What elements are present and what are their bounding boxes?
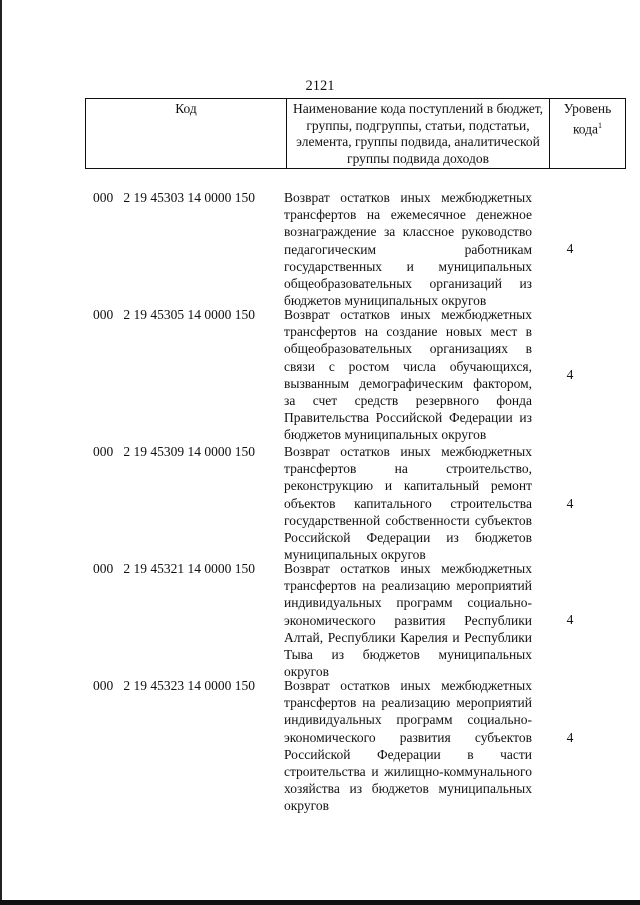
row-level: 4 bbox=[566, 496, 574, 511]
row-budget-code: 2 19 45321 14 0000 150 bbox=[123, 561, 255, 576]
code-rows bbox=[0, 189, 640, 814]
scan-edge-bottom bbox=[0, 900, 640, 905]
row-level: 4 bbox=[566, 241, 574, 256]
row-level: 4 bbox=[566, 730, 574, 745]
row-admin-code: 000 bbox=[93, 561, 114, 576]
row-code bbox=[93, 443, 255, 460]
header-level: Уровень кода bbox=[563, 101, 612, 137]
row-name: Возврат остатков иных межбюджетных трансфертов на создание новых мест в общеобразовательных организациях в связи с ростом числа обучающихся, вызванным демографическим фактором, за счет средств резервного фонда Правительства Российской Федерации из бюджетов муниципальных округов bbox=[284, 307, 532, 443]
row-name: Возврат остатков иных межбюджетных трансфертов на ежемесячное денежное вознаграждение за классное руководство педагогическим работникам государственных и муниципальных общеобразовательных организаций из бюджетов муниципальных округов bbox=[284, 190, 532, 309]
header-code-cell bbox=[86, 99, 287, 169]
table-row bbox=[0, 306, 640, 443]
table-row bbox=[0, 560, 640, 680]
row-code bbox=[93, 677, 255, 694]
header-name-cell bbox=[287, 99, 550, 169]
row-budget-code: 2 19 45303 14 0000 150 bbox=[123, 190, 255, 205]
row-level: 4 bbox=[566, 367, 574, 382]
row-code bbox=[93, 189, 255, 206]
row-code bbox=[93, 306, 255, 323]
header-level-cell bbox=[550, 99, 626, 169]
row-admin-code: 000 bbox=[93, 190, 114, 205]
row-budget-code: 2 19 45323 14 0000 150 bbox=[123, 678, 255, 693]
row-name: Возврат остатков иных межбюджетных трансфертов на реализацию мероприятий индивидуальных программ социально-экономического развития Республики Алтай, Республики Карелия и Республики Тыва из бюджетов муниципальных округов bbox=[284, 561, 532, 680]
header-code: Код bbox=[175, 101, 197, 116]
row-admin-code: 000 bbox=[93, 444, 114, 459]
page-number: 2121 bbox=[305, 78, 335, 94]
header-name: Наименование кода поступлений в бюджет, группы, подгруппы, статьи, подстатьи, элемента, группы подвида, аналитической группы подвида доходов bbox=[292, 101, 543, 166]
row-budget-code: 2 19 45309 14 0000 150 bbox=[123, 444, 255, 459]
table-row bbox=[0, 443, 640, 563]
header-level-footnote: 1 bbox=[598, 120, 603, 130]
row-budget-code: 2 19 45305 14 0000 150 bbox=[123, 307, 255, 322]
row-code bbox=[93, 560, 255, 577]
row-level: 4 bbox=[566, 612, 574, 627]
row-name: Возврат остатков иных межбюджетных трансфертов на реализацию мероприятий индивидуальных программ социально-экономического развития субъектов Российской Федерации в части строительства и жилищно-коммунального хозяйства из бюджетов муниципальных округов bbox=[284, 678, 532, 814]
row-name: Возврат остатков иных межбюджетных трансфертов на строительство, реконструкцию и капитальный ремонт объектов капитального строительства государственной собственности субъектов Российской Федерации из бюджетов муниципальных округов bbox=[284, 444, 532, 563]
table-header bbox=[85, 98, 626, 169]
table-row bbox=[0, 677, 640, 814]
table-row bbox=[0, 189, 640, 309]
row-admin-code: 000 bbox=[93, 307, 114, 322]
row-admin-code: 000 bbox=[93, 678, 114, 693]
